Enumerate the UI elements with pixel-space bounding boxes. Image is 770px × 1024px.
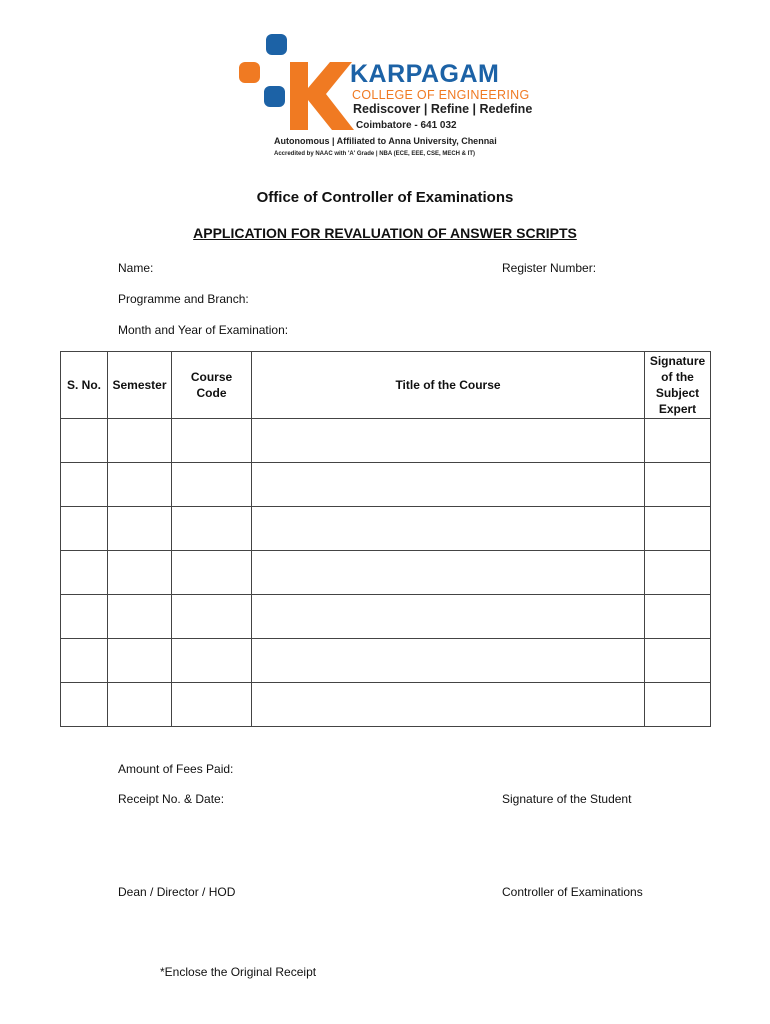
office-title: Office of Controller of Examinations — [256, 189, 514, 206]
header-signature — [645, 352, 711, 419]
header-course-title: Title of the Course — [252, 352, 645, 419]
cell-sno[interactable] — [61, 507, 108, 551]
cell-sno[interactable] — [61, 463, 108, 507]
cell-semester[interactable] — [108, 507, 172, 551]
cell-course-title[interactable] — [252, 595, 645, 639]
logo-k-icon — [284, 60, 356, 132]
receipt-label: Receipt No. & Date: — [118, 792, 225, 806]
header-sno: S. No. — [61, 352, 108, 419]
cell-signature[interactable] — [645, 507, 711, 551]
cell-sno[interactable] — [61, 683, 108, 727]
cell-signature[interactable] — [645, 551, 711, 595]
cell-course-title[interactable] — [252, 463, 645, 507]
cell-sno[interactable] — [61, 639, 108, 683]
cell-course-code[interactable] — [172, 551, 252, 595]
college-subtitle: COLLEGE OF ENGINEERING — [352, 88, 530, 102]
student-signature-label: Signature of the Student — [502, 792, 632, 806]
cell-course-title[interactable] — [252, 419, 645, 463]
table-row — [61, 419, 711, 463]
college-tagline: Rediscover | Refine | Redefine — [353, 102, 533, 116]
header-course-code-text: Course Code — [190, 370, 233, 400]
cell-signature[interactable] — [645, 683, 711, 727]
name-label: Name: — [118, 261, 154, 275]
cell-semester[interactable] — [108, 419, 172, 463]
cell-semester[interactable] — [108, 595, 172, 639]
table-row — [61, 551, 711, 595]
college-city: Coimbatore - 641 032 — [356, 120, 457, 131]
header-signature-text: Signature of the Subject Expert — [649, 354, 706, 416]
cell-sno[interactable] — [61, 419, 108, 463]
register-number-label: Register Number: — [502, 261, 597, 275]
cell-course-code[interactable] — [172, 463, 252, 507]
cell-semester[interactable] — [108, 639, 172, 683]
table-row — [61, 595, 711, 639]
cell-course-code[interactable] — [172, 639, 252, 683]
cell-sno[interactable] — [61, 551, 108, 595]
cell-sno[interactable] — [61, 595, 108, 639]
course-table — [60, 351, 711, 727]
cell-course-code[interactable] — [172, 595, 252, 639]
college-name: KARPAGAM — [350, 60, 500, 88]
college-affiliation: Autonomous | Affiliated to Anna University, Chennai — [274, 136, 497, 146]
cell-course-code[interactable] — [172, 419, 252, 463]
cell-signature[interactable] — [645, 595, 711, 639]
cell-signature[interactable] — [645, 639, 711, 683]
enclose-receipt-note: *Enclose the Original Receipt — [160, 965, 317, 979]
logo-square-top — [266, 34, 287, 55]
cell-course-title[interactable] — [252, 639, 645, 683]
college-accreditation: Accredited by NAAC with 'A' Grade | NBA (ECE, EEE, CSE, MECH & IT) — [274, 151, 476, 157]
cell-course-code[interactable] — [172, 507, 252, 551]
header-course-code — [172, 352, 252, 419]
logo-square-bottom — [264, 86, 285, 107]
header-semester: Semester — [108, 352, 172, 419]
controller-label: Controller of Examinations — [502, 885, 643, 899]
cell-course-title[interactable] — [252, 507, 645, 551]
application-title: APPLICATION FOR REVALUATION OF ANSWER SCRIPTS — [193, 225, 577, 241]
cell-course-title[interactable] — [252, 683, 645, 727]
cell-signature[interactable] — [645, 463, 711, 507]
dean-label: Dean / Director / HOD — [118, 885, 236, 899]
cell-course-title[interactable] — [252, 551, 645, 595]
table-row — [61, 683, 711, 727]
table-row — [61, 463, 711, 507]
cell-course-code[interactable] — [172, 683, 252, 727]
cell-semester[interactable] — [108, 683, 172, 727]
cell-signature[interactable] — [645, 419, 711, 463]
programme-branch-label: Programme and Branch: — [118, 292, 249, 306]
cell-semester[interactable] — [108, 551, 172, 595]
table-row — [61, 507, 711, 551]
month-year-label: Month and Year of Examination: — [118, 323, 289, 337]
fees-paid-label: Amount of Fees Paid: — [118, 762, 234, 776]
logo-square-left — [239, 62, 260, 83]
cell-semester[interactable] — [108, 463, 172, 507]
table-row — [61, 639, 711, 683]
table-header-row — [61, 352, 711, 419]
